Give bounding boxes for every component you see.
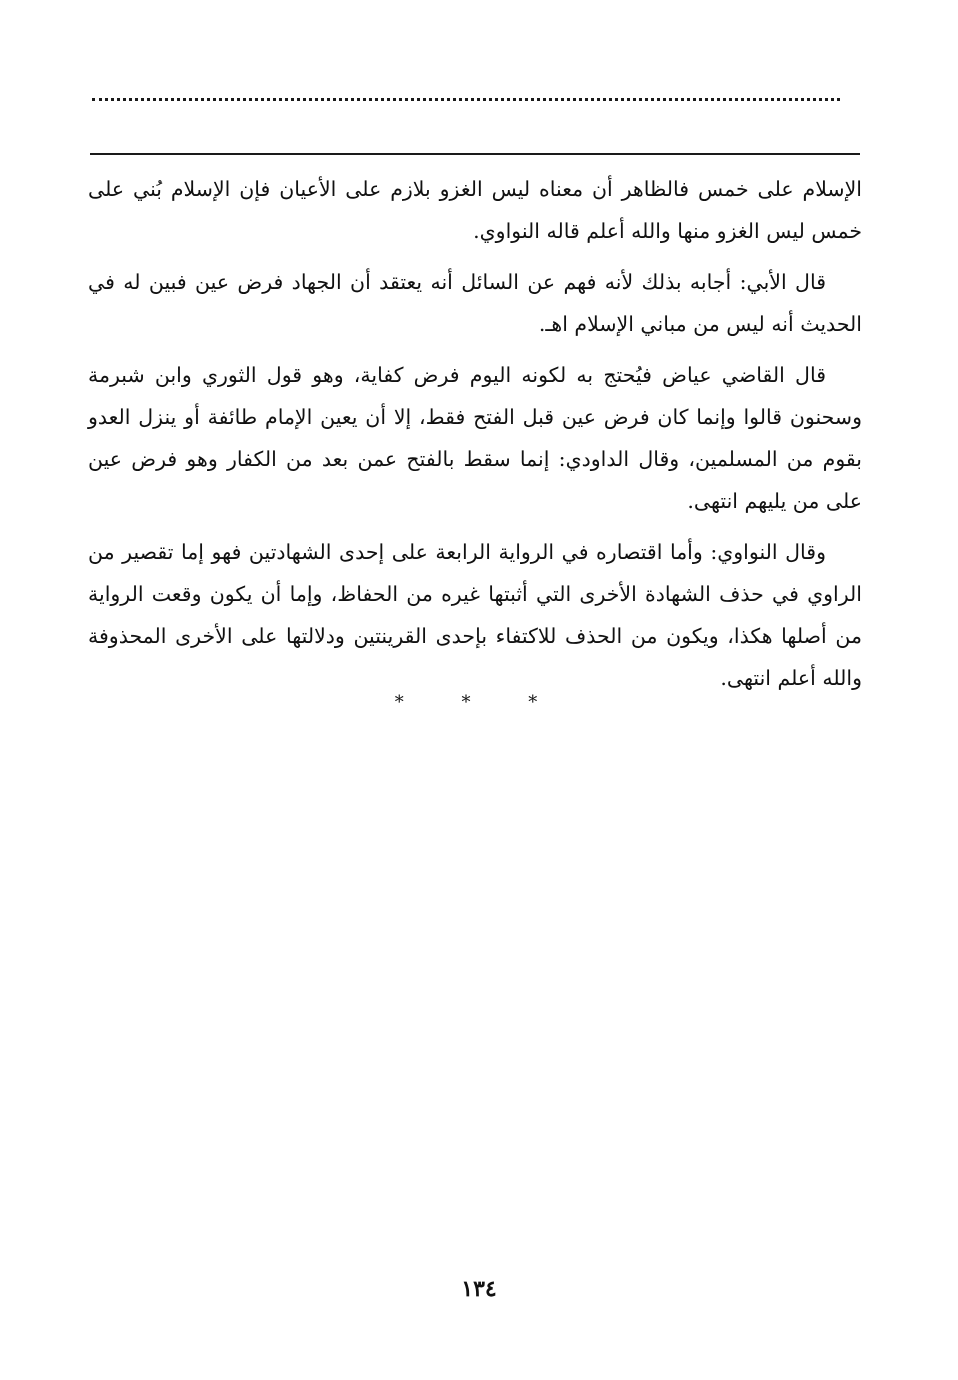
paragraph-qadi-iyad: قال القاضي عياض فيُحتج به لكونه اليوم فرض كفاية، وهو قول الثوري وابن شبرمة وسحنون قالوا وإنما كان فرض عين قبل الفتح فقط، إلا أن يعين الإمام طائفة أو ينزل العدو بقوم من المسلمين، وقال الداودي: إنما سقط بالفتح عمن بعد من الكفار وهو فرض عين على من يليهم انتهى. [88,363,862,513]
section-separator-asterisks: * * * [394,692,564,713]
header-divider-line [90,153,860,155]
paragraph-nawawi: وقال النواوي: وأما اقتصاره في الرواية الرابعة على إحدى الشهادتين فهو إما تقصير من الراوي في حذف الشهادة الأخرى التي أثبتها غيره من الحفاظ، وإما أن يكون وقعت الرواية من أصلها هكذا، ويكون من الحذف للاكتفاء بإحدى القرينتين ودلالتها على الأخرى المحذوفة والله أعلم انتهى. [88,540,862,690]
page-number: ١٣٤ [461,1276,497,1302]
paragraph-al-ubbi: قال الأبي: أجابه بذلك لأنه فهم عن السائل أنه يعتقد أن الجهاد فرض عين فبين له في الحديث أنه ليس من مباني الإسلام اهـ. [88,270,862,336]
page-body-text [88,168,862,708]
paragraph-continuation: الإسلام على خمس فالظاهر أن معناه ليس الغزو بلازم على الأعيان فإن الإسلام بُني على خمس ليس الغزو منها والله أعلم قاله النواوي. [88,177,862,243]
footnote-dotted-divider [92,98,840,101]
